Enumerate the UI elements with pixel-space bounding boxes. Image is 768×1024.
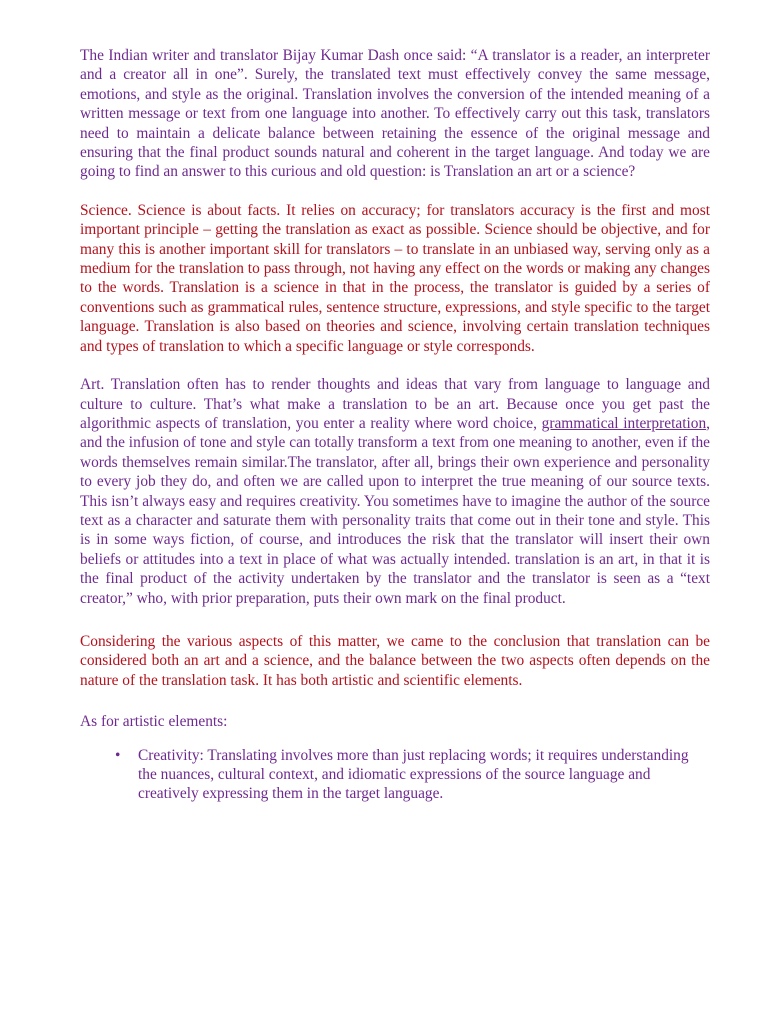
art-paragraph bbox=[80, 375, 710, 608]
grammatical-interpretation-link[interactable]: grammatical interpretation bbox=[541, 414, 707, 432]
bullet-text: Creativity: Translating involves more than just replacing words; it requires understanding the nuances, cultural context, and idiomatic expressions of the source language and creatively expressing them in the target language. bbox=[138, 746, 689, 803]
bullet-icon: • bbox=[115, 746, 121, 764]
artistic-elements-heading: As for artistic elements: bbox=[80, 713, 228, 731]
intro-paragraph: The Indian writer and translator Bijay Kumar Dash once said: “A translator is a reader, an interpreter and a creator all in one”. Surely, the translated text must effectively convey the same message, emotions, and style as the original. Translation involves the conversion of the intended meaning of a written message or text from one language into another. To effectively carry out this task, translators need to maintain a delicate balance between retaining the essence of the original message and ensuring that the final product sounds natural and coherent in the target language. And today we are going to find an answer to this curious and old question: is Translation an art or a science? bbox=[80, 47, 710, 181]
document-page bbox=[80, 46, 710, 804]
conclusion-paragraph: Considering the various aspects of this matter, we came to the conclusion that translation can be considered both an art and a science, and the balance between the two aspects often depends on the nature of the translation task. It has both artistic and scientific elements. bbox=[80, 632, 710, 689]
artistic-elements-list bbox=[80, 746, 710, 804]
list-item bbox=[80, 746, 710, 804]
art-text-before: Art. Translation often has to render thoughts and ideas that vary from language to language and culture to culture. That’s what make a translation to be an art. Because once you get past the algorithmic aspects of translation, you enter a reality where word choice, bbox=[80, 376, 710, 432]
art-text-after: , and the infusion of tone and style can totally transform a text from one meaning to another, even if the words themselves remain similar.The translator, after all, brings their own experience and personality to every job they do, and often we are called upon to interpret the true meaning of our source texts. This isn’t always easy and requires creativity. You sometimes have to imagine the author of the source text as a character and saturate them with personality traits that come out in their tone and style. This is in some ways fiction, of course, and introduces the risk that the translator will insert their own beliefs or attitudes into a text in place of what was actually intended. translation is an art, in that it is the final product of the activity undertaken by the translator and the translator is seen as a “text creator,” who, with prior preparation, puts their own mark on the final product. bbox=[80, 414, 710, 607]
science-paragraph: Science. Science is about facts. It relies on accuracy; for translators accuracy is the first and most important principle – getting the translation as exact as possible. Science should be objective, and for many this is another important skill for translators – to translate in an unbiased way, serving only as a medium for the translation to pass through, not having any effect on the words or making any changes to the words. Translation is a science in that in the process, the translator is guided by a series of conventions such as grammatical rules, sentence structure, expressions, and style specific to the target language. Translation is also based on theories and science, involving certain translation techniques and types of translation to which a specific language or style corresponds. bbox=[80, 201, 710, 355]
